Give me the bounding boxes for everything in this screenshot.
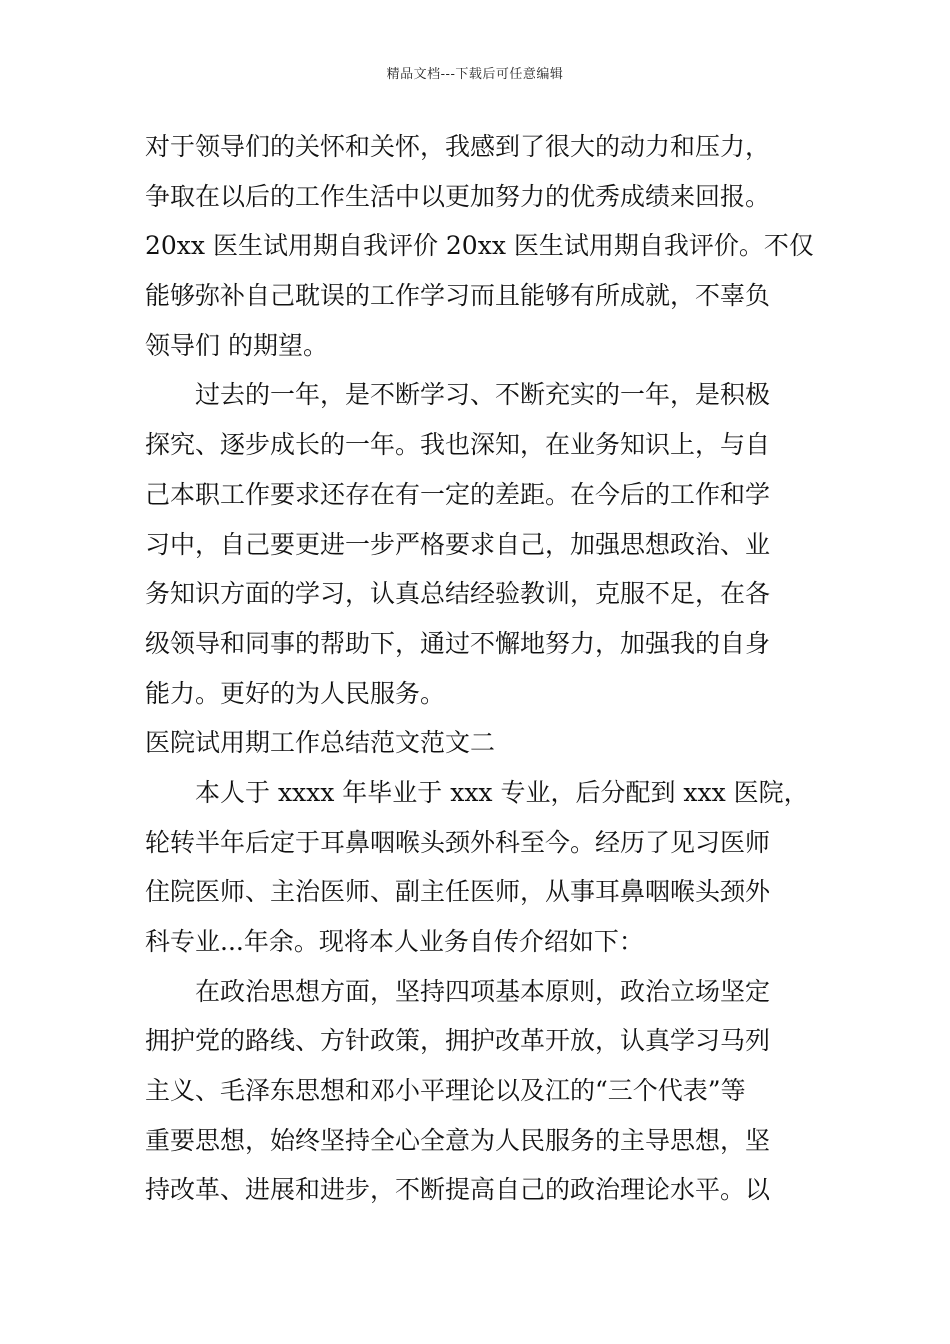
text-line: 习中，自己要更进一步严格要求自己，加强思想政治、业 [145,529,771,559]
text-line: 己本职工作要求还存在有一定的差距。在今后的工作和学 [145,479,771,509]
page-header: 精品文档---下载后可任意编辑 [386,67,564,82]
text-line: 本人于 xxxx 年毕业于 xxx 专业，后分配到 xxx 医院， [145,777,809,807]
text-line: 对于领导们的关怀和关怀，我感到了很大的动力和压力， [145,132,771,161]
text-line: 争取在以后的工作生活中以更加努力的优秀成绩来回报。 [145,181,771,211]
text-line: 持改革、进展和进步，不断提高自己的政治理论水平。以 [145,1175,771,1205]
section-heading: 医院试用期工作总结范文范文二 [145,728,496,758]
text-line: 拥护党的路线、方针政策，拥护改革开放，认真学习马列 [145,1026,771,1056]
text-line: 级领导和同事的帮助下，通过不懈地努力，加强我的自身 [145,628,771,658]
text-line: 主义、毛泽东思想和邓小平理论以及江的“三个代表”等 [145,1076,746,1106]
text-line: 领导们 的期望。 [145,330,328,360]
text-line: 科专业...年余。现将本人业务自传介绍如下： [145,927,644,956]
text-line: 能力。更好的为人民服务。 [145,678,446,708]
text-line: 住院医师、主治医师、副主任医师，从事耳鼻咽喉头颈外 [145,877,771,907]
text-line: 20xx 医生试用期自我评价 20xx 医生试用期自我评价。不仅 [145,231,814,261]
text-line: 重要思想，始终坚持全心全意为人民服务的主导思想，坚 [145,1125,771,1155]
text-line: 务知识方面的学习，认真总结经验教训，克服不足，在各 [145,579,771,609]
text-line: 探究、逐步成长的一年。我也深知，在业务知识上，与自 [145,430,771,460]
text-line: 在政治思想方面，坚持四项基本原则，政治立场坚定 [145,976,771,1006]
text-line: 过去的一年，是不断学习、不断充实的一年，是积极 [145,380,771,410]
document-body [145,122,815,1215]
text-line: 轮转半年后定于耳鼻咽喉头颈外科至今。经历了见习医师 [145,827,771,857]
text-line: 能够弥补自己耽误的工作学习而且能够有所成就，不辜负 [145,281,771,311]
